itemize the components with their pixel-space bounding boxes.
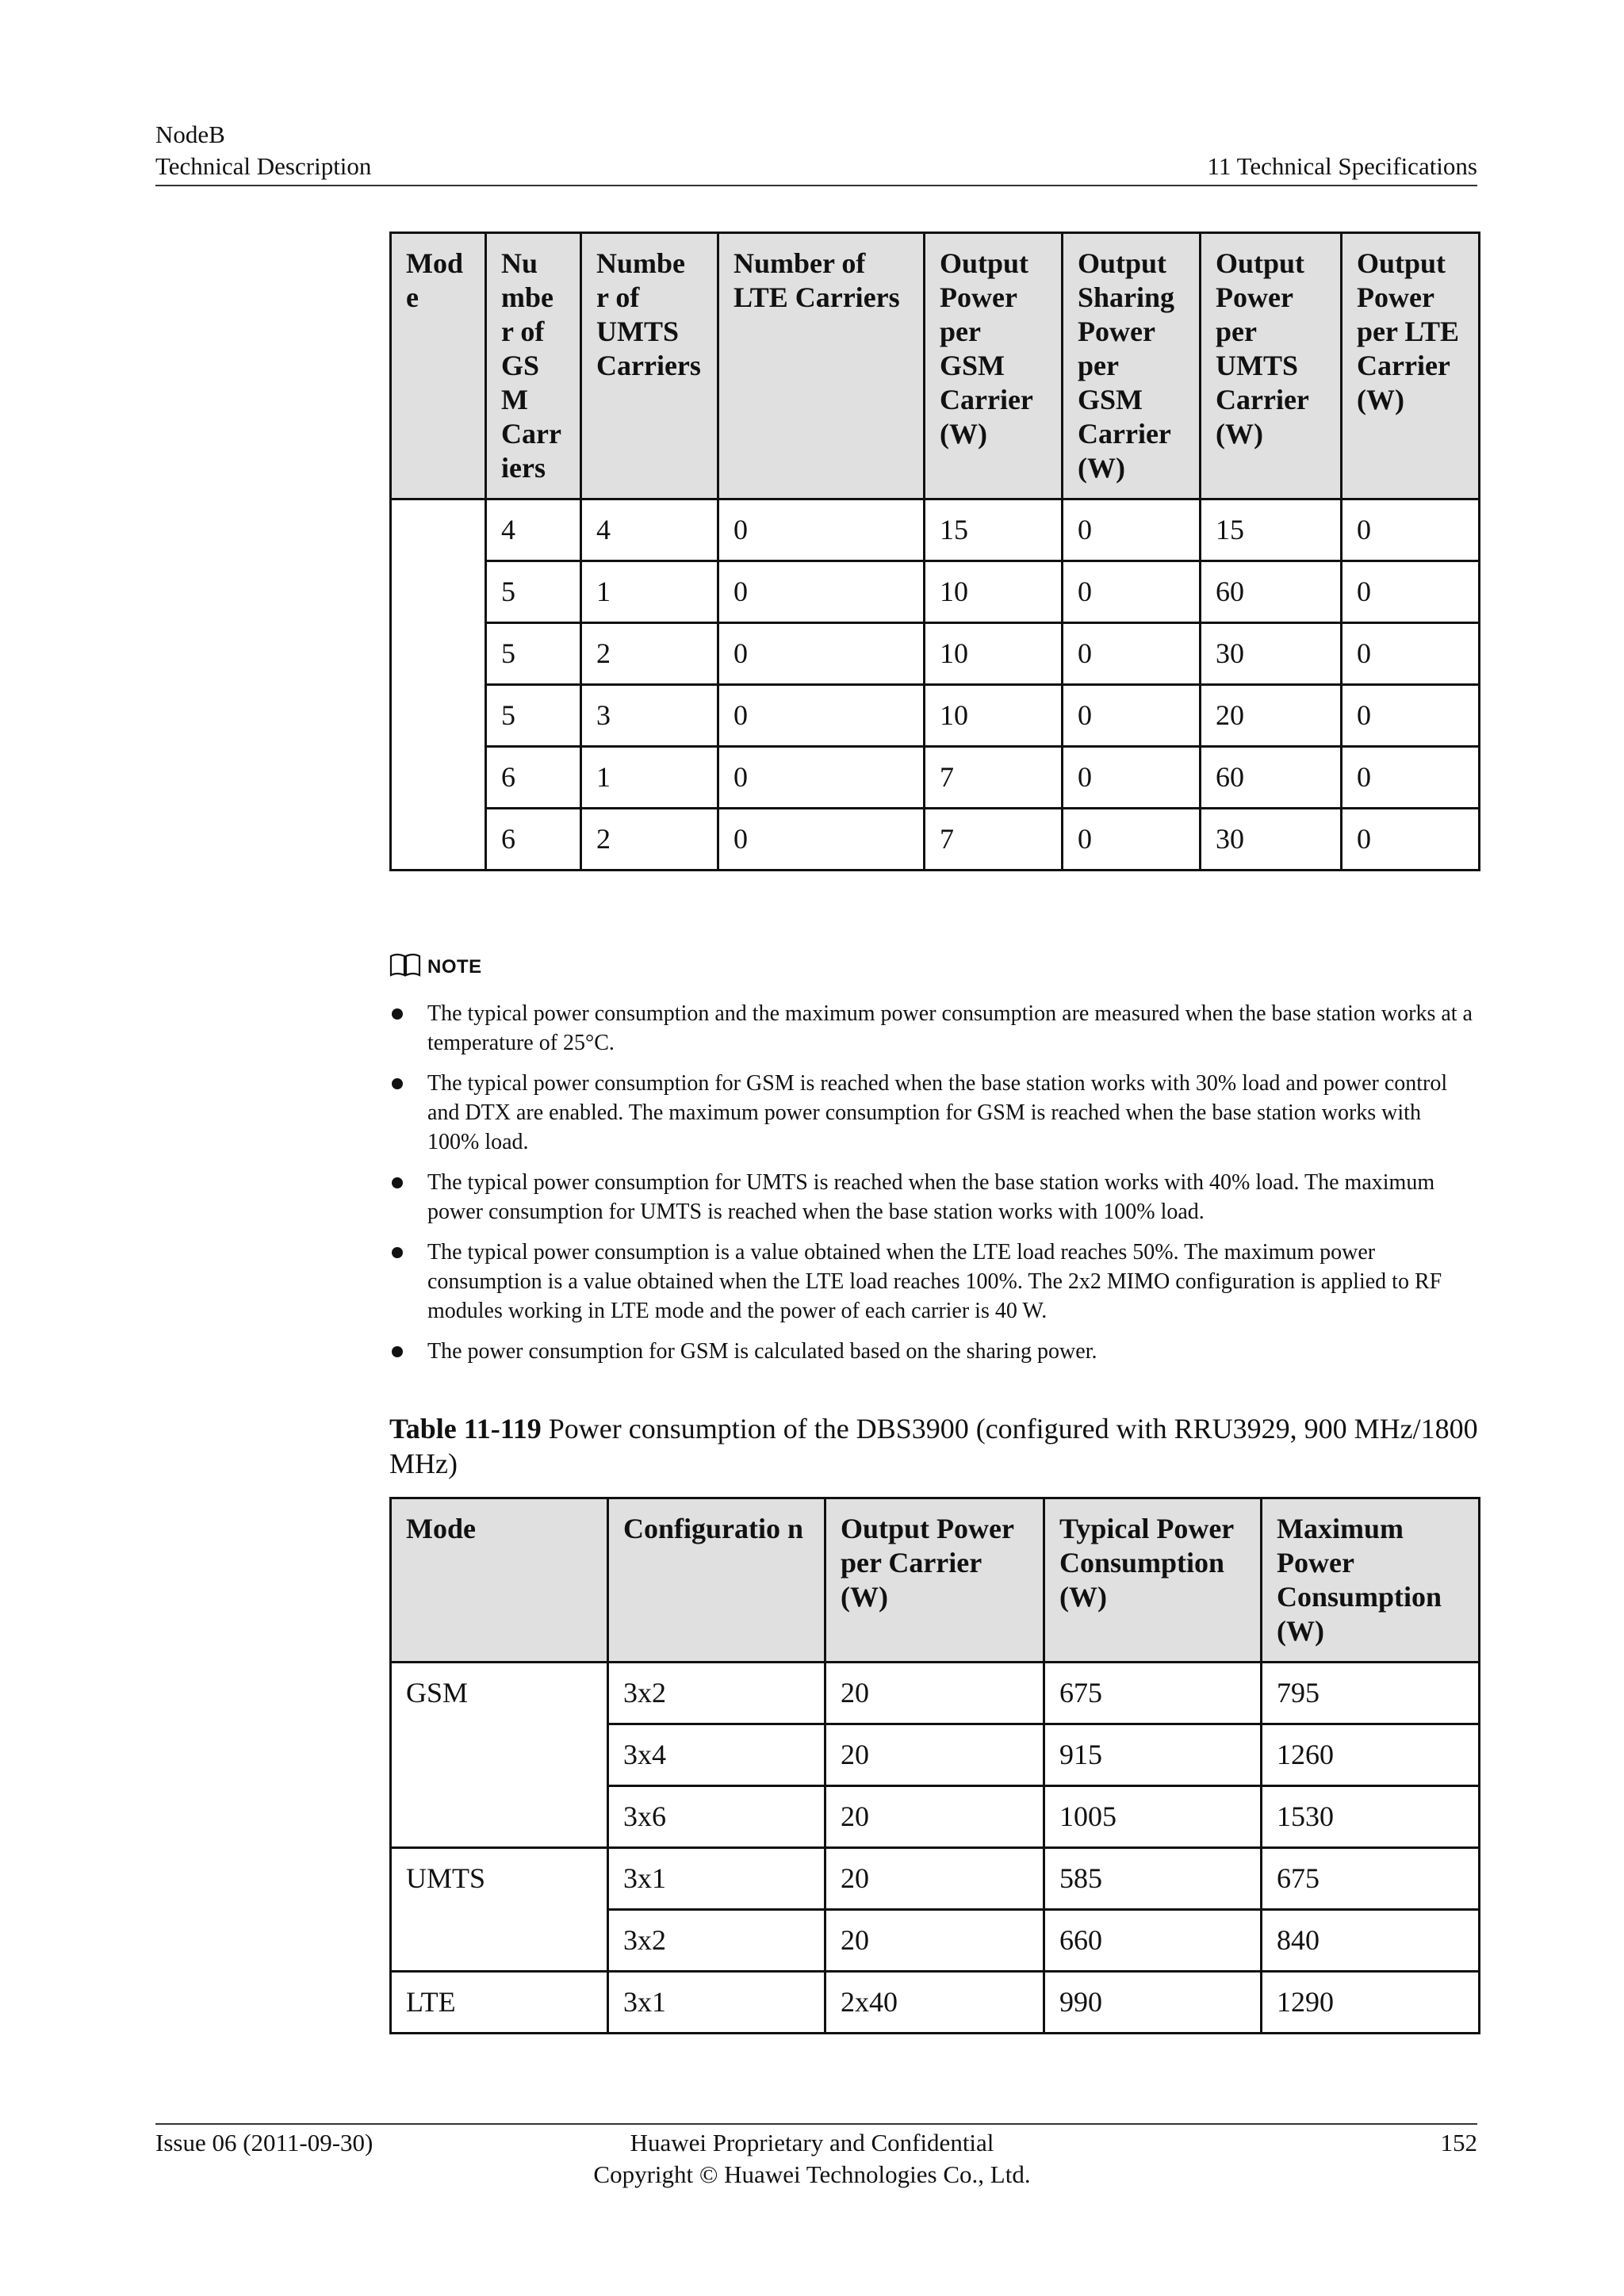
table-cell: 2x40 [825,1972,1044,2034]
table-cell: 5 [486,685,581,747]
table-cell: 20 [1201,685,1342,747]
note-item [389,1069,1478,1157]
table-cell: 0 [1063,809,1201,871]
mode-cell: UMTS [391,1848,608,1972]
note-item [389,1337,1478,1366]
column-header: Number of LTE Carriers [718,233,925,499]
table-cell: 15 [1201,499,1342,561]
note-item-text: The power consumption for GSM is calculated based on the sharing power. [427,1339,1097,1364]
table-cell: 15 [925,499,1063,561]
table-cell: 795 [1262,1663,1480,1724]
note-item-text: The typical power consumption for UMTS is reached when the base station works with 40% load. The maximum power consumption for UMTS is reached when the base station works with 100% load. [427,1170,1435,1224]
note-item-text: The typical power consumption for GSM is reached when the base station works with 30% load and power control and DTX are enabled. The maximum power consumption for GSM is reached when the base station works with 100% load. [427,1071,1448,1154]
table-row [391,685,1480,747]
table-cell: 20 [825,1910,1044,1972]
table-cell: 10 [925,623,1063,685]
table-cell: 20 [825,1663,1044,1724]
column-header: Maximum Power Consumption (W) [1262,1498,1480,1663]
bullet-icon [392,1008,403,1020]
bullet-icon [392,1078,403,1089]
footer-rule [155,2123,1477,2125]
note-item [389,1168,1478,1226]
table-row [391,561,1480,623]
table-cell: 3x2 [608,1910,825,1972]
table-cell: 0 [1342,499,1480,561]
table-cell: 10 [925,561,1063,623]
table-cell: 0 [1063,685,1201,747]
table-cell: 0 [718,685,925,747]
column-header: Output Power per UMTS Carrier (W) [1201,233,1342,499]
table-cell: 5 [486,623,581,685]
bullet-icon [392,1177,403,1188]
table-cell: 10 [925,685,1063,747]
table-cell: 0 [718,623,925,685]
table-caption-text: Power consumption of the DBS3900 (configured with RRU3929, 900 MHz/1800 MHz) [389,1413,1478,1479]
header-doc-title: Technical Description [155,152,372,180]
table-cell: 0 [1063,499,1201,561]
table-cell: 7 [925,747,1063,809]
note-list [389,999,1478,1377]
table-cell: 0 [1342,561,1480,623]
table-cell: 0 [718,747,925,809]
column-header: Configuratio n [608,1498,825,1663]
column-header: Numbe r of UMTS Carriers [581,233,718,499]
table-cell: 0 [718,561,925,623]
column-header: Nu mbe r of GS M Carr iers [486,233,581,499]
table-cell: 60 [1201,561,1342,623]
power-consumption-table-body [391,1663,1480,2034]
table-cell: 4 [486,499,581,561]
column-header: Output Power per Carrier (W) [825,1498,1044,1663]
table-row [391,1663,1480,1724]
note-label: NOTE [427,955,482,978]
table-cell: 0 [1342,685,1480,747]
table-row [391,747,1480,809]
table-cell: 30 [1201,623,1342,685]
table-cell: 0 [1342,623,1480,685]
table-cell: 675 [1262,1848,1480,1910]
table-cell: 660 [1044,1910,1262,1972]
table-cell: 0 [1063,747,1201,809]
column-header: Output Sharing Power per GSM Carrier (W) [1063,233,1201,499]
table-cell: 1290 [1262,1972,1480,2034]
table-row [391,1972,1480,2034]
column-header: Output Power per LTE Carrier (W) [1342,233,1480,499]
note-item [389,999,1478,1058]
table-header-row [391,1498,1480,1663]
footer-issue: Issue 06 (2011-09-30) [155,2129,373,2156]
table-caption-number: Table 11-119 [389,1413,542,1445]
table-cell: 915 [1044,1724,1262,1786]
table-cell: 1260 [1262,1724,1480,1786]
table-cell: 6 [486,747,581,809]
table-row [391,809,1480,871]
column-header: Mod e [391,233,486,499]
table-cell: 1005 [1044,1786,1262,1848]
table-cell: 0 [1342,747,1480,809]
table-cell: 3x6 [608,1786,825,1848]
table-cell: 2 [581,623,718,685]
table-cell: 585 [1044,1848,1262,1910]
table-cell: 60 [1201,747,1342,809]
table-row [391,1848,1480,1910]
table-cell: 3x1 [608,1972,825,2034]
mode-cell: LTE [391,1972,608,2034]
table-cell: 3x2 [608,1663,825,1724]
note-item-text: The typical power consumption is a value obtained when the LTE load reaches 50%. The maximum power consumption is a value obtained when the LTE load reaches 100%. The 2x2 MIMO configuration is applied to RF modules working in LTE mode and the power of each carrier is 40 W. [427,1240,1442,1323]
table-cell: 675 [1044,1663,1262,1724]
table-cell: 0 [718,499,925,561]
note-heading [389,951,482,982]
table-cell: 6 [486,809,581,871]
table-cell: 3x4 [608,1724,825,1786]
table-cell: 0 [1063,561,1201,623]
mode-cell [391,499,486,871]
table-cell: 0 [718,809,925,871]
bullet-icon [392,1346,403,1357]
footer-page-number: 152 [1440,2129,1477,2156]
column-header: Output Power per GSM Carrier (W) [925,233,1063,499]
footer-copyright: Copyright © Huawei Technologies Co., Ltd. [593,2160,1031,2188]
table-cell: 20 [825,1848,1044,1910]
output-power-table [389,232,1480,871]
table-cell: 990 [1044,1972,1262,2034]
page-header-left [155,119,371,182]
table-cell: 1 [581,747,718,809]
table-cell: 2 [581,809,718,871]
table-header-row [391,233,1480,499]
table-cell: 5 [486,561,581,623]
table-cell: 3x1 [608,1848,825,1910]
table-caption [389,1411,1478,1481]
table-cell: 0 [1063,623,1201,685]
output-power-table-body [391,499,1480,871]
note-item [389,1238,1478,1326]
table-cell: 30 [1201,809,1342,871]
table-cell: 3 [581,685,718,747]
power-consumption-table [389,1497,1480,2034]
header-section: 11 Technical Specifications [1207,152,1477,180]
column-header: Typical Power Consumption (W) [1044,1498,1262,1663]
header-rule [155,185,1477,186]
mode-cell: GSM [391,1663,608,1848]
footer-center [0,2127,1624,2191]
table-row [391,499,1480,561]
column-header: Mode [391,1498,608,1663]
table-cell: 840 [1262,1910,1480,1972]
table-row [391,623,1480,685]
note-item-text: The typical power consumption and the maximum power consumption are measured when the base station works at a temperature of 25°C. [427,1001,1473,1055]
footer-confidential: Huawei Proprietary and Confidential [630,2129,994,2156]
table-cell: 0 [1342,809,1480,871]
book-icon [389,951,421,982]
bullet-icon [392,1247,403,1258]
table-cell: 1 [581,561,718,623]
table-cell: 20 [825,1786,1044,1848]
table-cell: 20 [825,1724,1044,1786]
table-cell: 1530 [1262,1786,1480,1848]
table-cell: 4 [581,499,718,561]
header-product: NodeB [155,121,225,148]
table-cell: 7 [925,809,1063,871]
